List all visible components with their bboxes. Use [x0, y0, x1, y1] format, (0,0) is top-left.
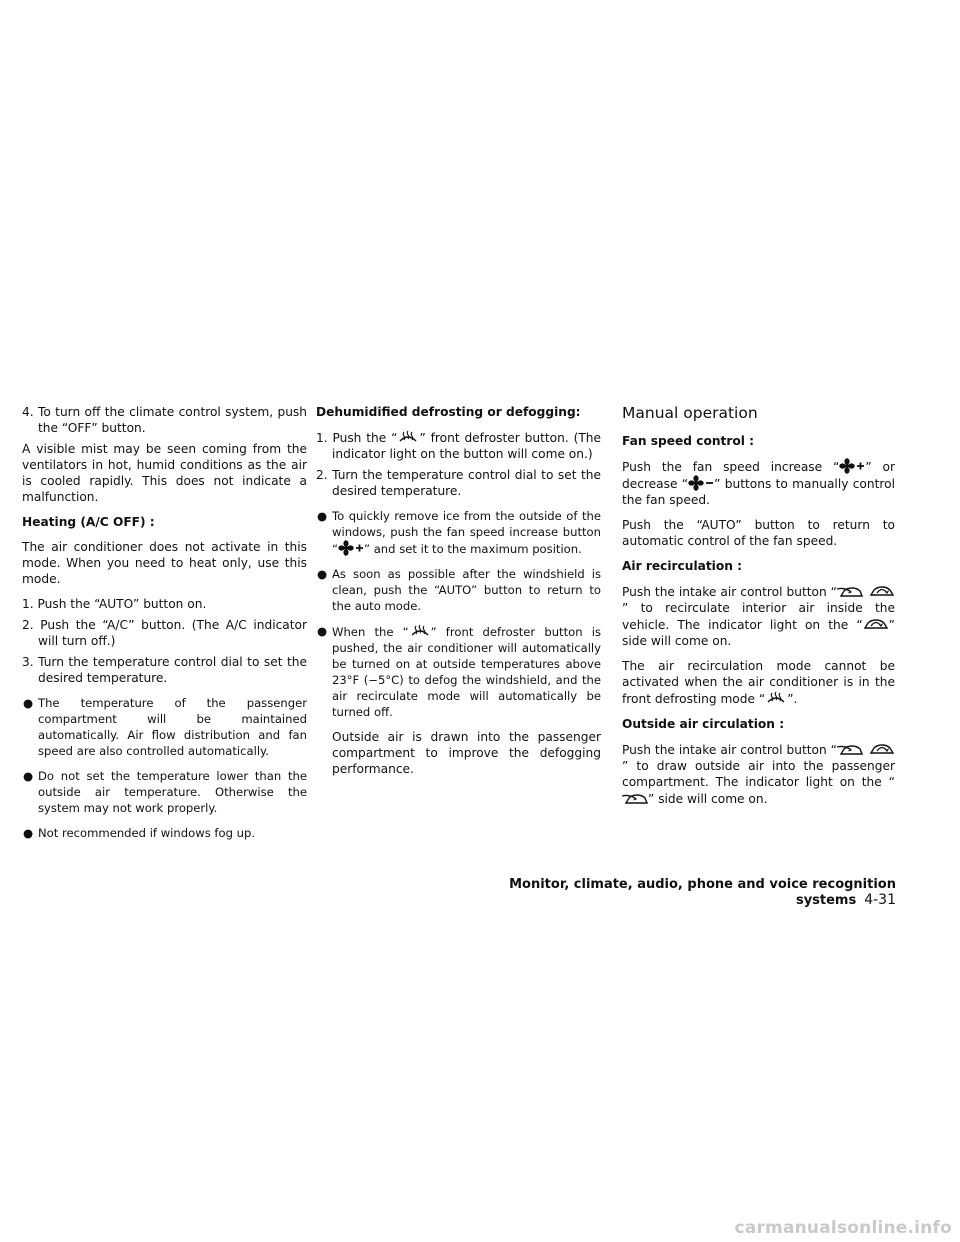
section-title: Manual operation [622, 404, 758, 422]
bullet-icon: ● [23, 769, 34, 783]
outside-air-icon [622, 790, 648, 806]
bullet-icon: ● [23, 826, 34, 840]
heading-air-recirculation: Air recirculation : [622, 559, 743, 573]
column-right [622, 404, 895, 816]
defrost-step-1: 1. Push the “ ” front defroster button. (The indicator light on the button will come on.) [316, 431, 601, 461]
bullet-item: ● To quickly remove ice from the outside of the windows, push the fan speed increase button “ ” and set it to the maximum position. [317, 509, 601, 556]
step-4: 4. To turn off the climate control system, push the “OFF” button. [22, 405, 307, 435]
column-left [22, 404, 307, 850]
front-defroster-icon [397, 429, 419, 445]
outside-air-icon [837, 741, 863, 757]
bullet-item: ● Do not set the temperature lower than the outside air temperature. Otherwise the system may not work properly. [23, 769, 307, 815]
recirculation-text: Push the intake air control button “” to recirculate interior air inside the vehicle. The indicator light on the “ ” side will come on. [622, 585, 895, 648]
recirculation-note: The air recirculation mode cannot be activated when the air conditioner is in the front defrosting mode “ ”. [622, 659, 895, 706]
page-number: 4-31 [864, 892, 896, 908]
bullet-icon: ● [317, 509, 328, 523]
auto-fan-text: Push the “AUTO” button to return to automatic control of the fan speed. [622, 518, 895, 548]
defrost-step-2: 2. Turn the temperature control dial to set the desired temperature. [316, 468, 601, 498]
column-middle [316, 404, 601, 786]
heating-text: The air conditioner does not activate in this mode. When you need to heat only, use this mode. [22, 540, 307, 586]
air-recirculation-icon [869, 741, 895, 757]
page-footer [480, 877, 896, 908]
heating-step-1: 1. Push the “AUTO” button on. [22, 597, 207, 611]
fan-speed-increase-icon [338, 540, 364, 556]
mist-note: A visible mist may be seen coming from the ventilators in hot, humid conditions as the air is cooled rapidly. This does not indicate a malfunction. [22, 442, 307, 504]
heading-outside-air: Outside air circulation : [622, 717, 785, 731]
bullet-icon: ● [317, 567, 328, 581]
bullet-item: ● As soon as possible after the windshield is clean, push the “AUTO” button to return to the auto mode. [317, 567, 601, 613]
front-defroster-icon [765, 690, 787, 706]
footer-section-title: Monitor, climate, audio, phone and voice recognition systems [509, 877, 896, 908]
bullet-item: ● When the “ ” front defroster button is pushed, the air conditioner will automatically be turned on at outside temperatures above 23°F (−5°C) to defog the windshield, and the air recirculate mode will automatically be turned off. [317, 624, 601, 719]
front-defroster-icon [409, 623, 431, 639]
bullet-item: ● Not recommended if windows fog up. [23, 826, 256, 840]
bullet-icon: ● [23, 696, 34, 710]
outside-air-text: Push the intake air control button “” to draw outside air into the passenger compartment. The indicator light on the “” side will come on. [622, 743, 895, 806]
heading-defrosting: Dehumidified defrosting or defogging: [316, 405, 581, 419]
heating-step-2: 2. Push the “A/C” button. (The A/C indicator will turn off.) [22, 618, 307, 648]
watermark: carmanualsonline.info [734, 1218, 952, 1238]
fan-speed-text: Push the fan speed increase “ ” or decrease “ ” buttons to manually control the fan speed. [622, 460, 895, 507]
heating-step-3: 3. Turn the temperature control dial to set the desired temperature. [22, 655, 307, 685]
outside-air-note: Outside air is drawn into the passenger compartment to improve the defogging performance. [332, 730, 601, 776]
bullet-item: ● The temperature of the passenger compartment will be maintained automatically. Air flow distribution and fan speed are also controlled automatically. [23, 696, 307, 758]
fan-speed-decrease-icon [688, 475, 714, 491]
fan-speed-increase-icon [839, 458, 865, 474]
bullet-icon: ● [317, 624, 328, 638]
heading-heating: Heating (A/C OFF) : [22, 515, 155, 529]
air-recirculation-icon [869, 583, 895, 599]
air-recirculation-icon [863, 616, 889, 632]
outside-air-icon [837, 583, 863, 599]
heading-fan-speed: Fan speed control : [622, 434, 755, 448]
